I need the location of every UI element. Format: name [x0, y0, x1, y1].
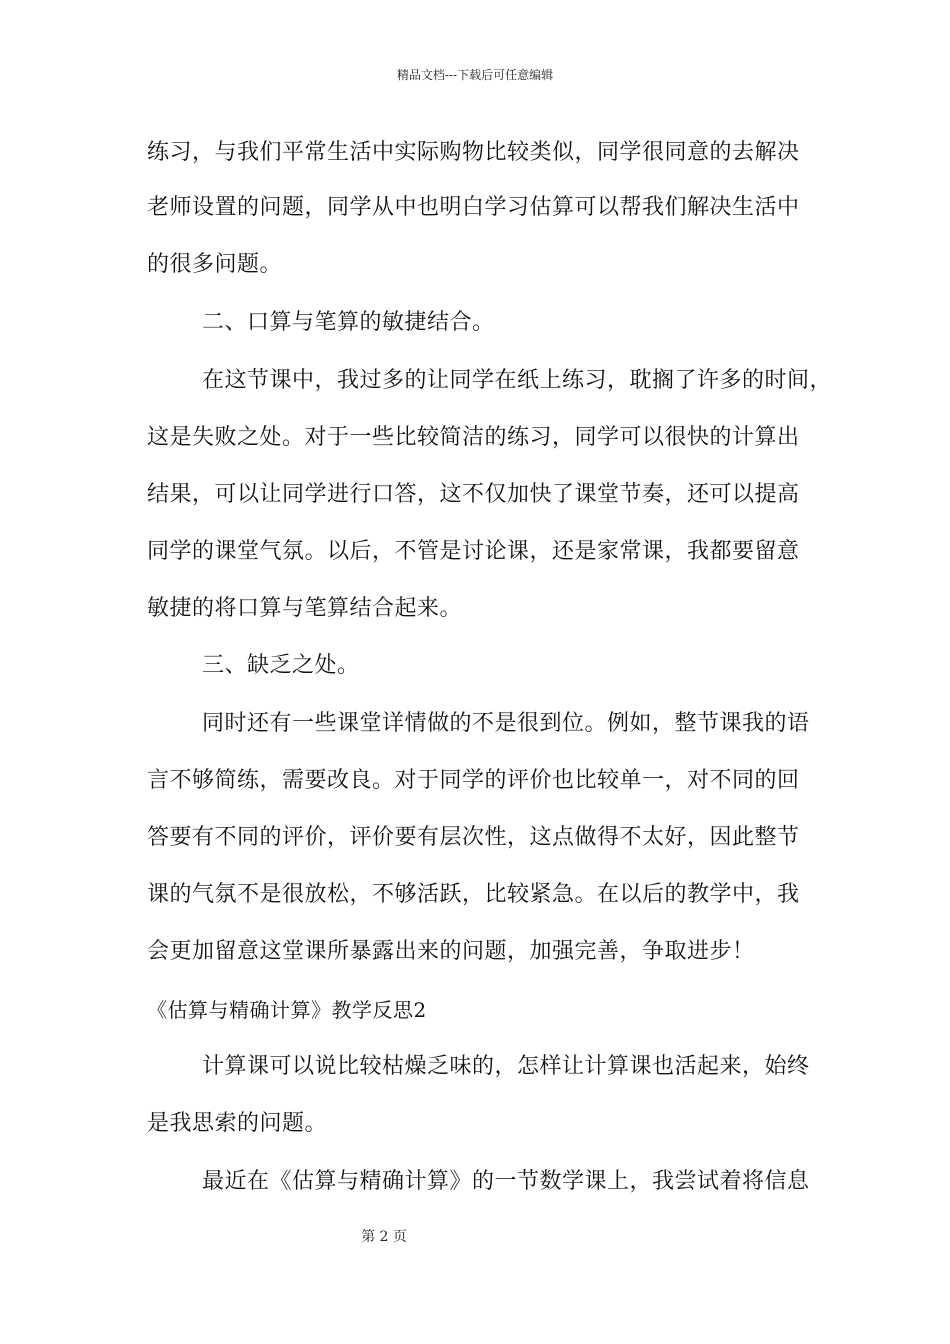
body-line: 计算课可以说比较枯燥乏味的，怎样让计算课也活起来，始终	[202, 1054, 810, 1079]
section-heading: 二、口算与笔算的敏捷结合。	[202, 310, 495, 335]
body-line: 老师设置的问题，同学从中也明白学习估算可以帮我们解决生活中	[147, 195, 800, 220]
body-line: 答要有不同的评价，评价要有层次性，这点做得不太好，因此整节	[147, 825, 800, 850]
body-line: 的很多问题。	[147, 252, 283, 277]
body-line: 最近在《估算与精确计算》的一节数学课上，我尝试着将信息	[202, 1169, 810, 1194]
body-line: 同学的课堂气氛。以后，不管是讨论课，还是家常课，我都要留意	[147, 539, 800, 564]
body-line: 在这节课中，我过多的让同学在纸上练习，耽搁了许多的时间，	[202, 368, 833, 393]
section-heading: 三、缺乏之处。	[202, 653, 360, 678]
body-line: 练习，与我们平常生活中实际购物比较类似，同学很同意的去解决	[147, 140, 800, 165]
page-header: 精品文档---下载后可任意编辑	[396, 68, 554, 82]
body-line: 敏捷的将口算与笔算结合起来。	[147, 596, 463, 621]
body-line: 课的气氛不是很放松，不够活跃，比较紧急。在以后的教学中，我	[147, 882, 800, 907]
body-line: 这是失败之处。对于一些比较简洁的练习，同学可以很快的计算出	[147, 425, 800, 450]
document-title: 《估算与精确计算》教学反思2	[147, 998, 427, 1022]
body-line: 会更加留意这堂课所暴露出来的问题，加强完善，争取进步！	[147, 939, 755, 964]
body-line: 是我思索的问题。	[147, 1111, 328, 1136]
page-number: 第 2 页	[361, 1229, 407, 1245]
body-line: 结果，可以让同学进行口答，这不仅加快了课堂节奏，还可以提高	[147, 482, 800, 507]
body-line: 言不够简练，需要改良。对于同学的评价也比较单一，对不同的回	[147, 768, 800, 793]
body-line: 同时还有一些课堂详情做的不是很到位。例如，整节课我的语	[202, 711, 810, 736]
